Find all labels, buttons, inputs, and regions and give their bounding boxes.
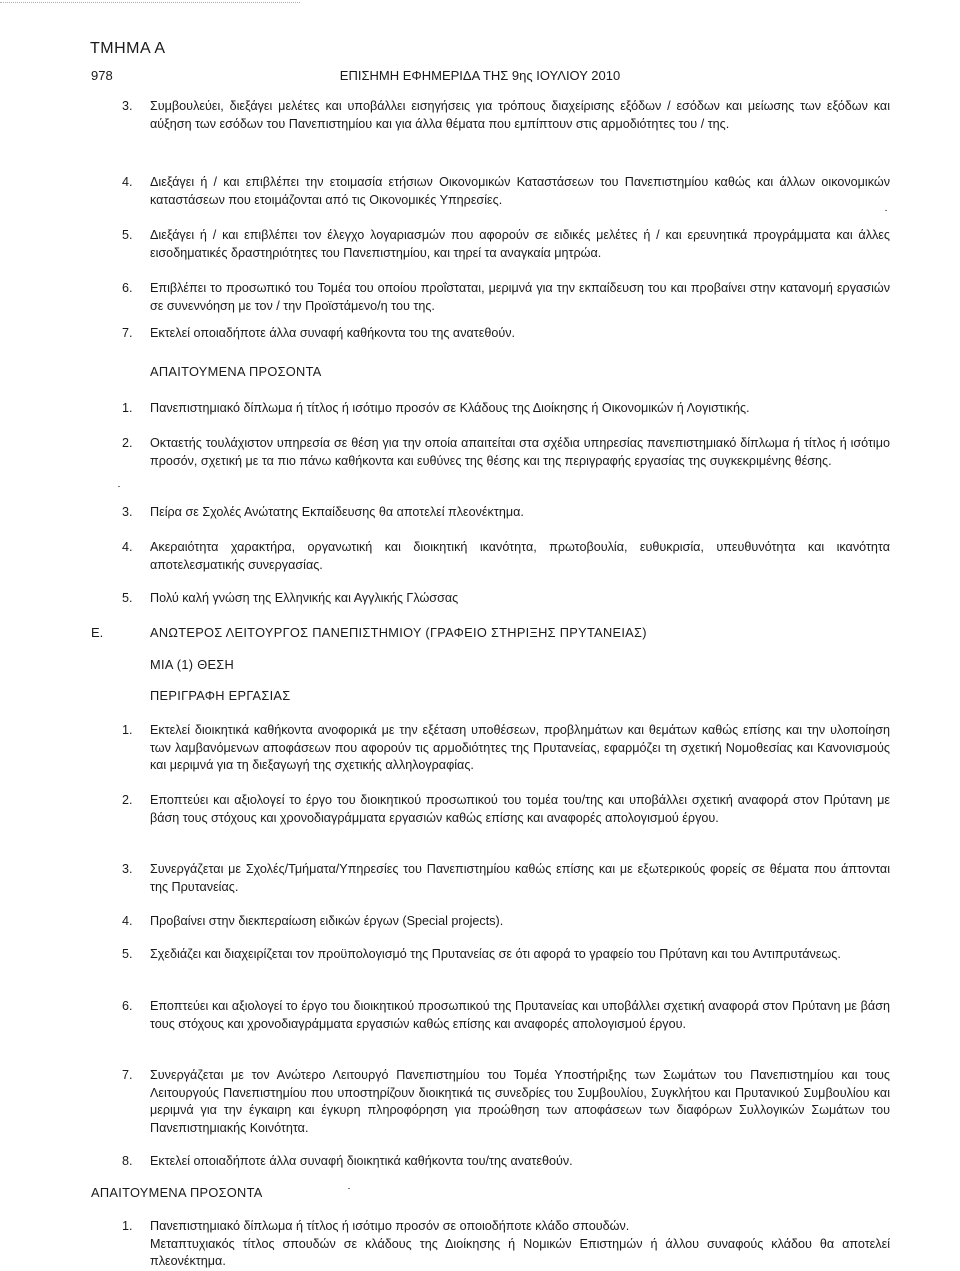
qualifications-heading: ΑΠΑΙΤΟΥΜΕΝΑ ΠΡΟΣΟΝΤΑ (150, 364, 322, 379)
item-text: Σχεδιάζει και διαχειρίζεται τον προϋπολογισμό της Πρυτανείας σε ότι αφορά το γραφείο του Πρύτανη και του Αντιπρυτάνεως. (150, 947, 841, 961)
position-letter: Ε. (91, 625, 104, 640)
description-heading: ΠΕΡΙΓΡΑΦΗ ΕΡΓΑΣΙΑΣ (150, 688, 291, 703)
item-text: Επιβλέπει το προσωπικό του Τομέα του οποίου προΐσταται, μεριμνά για την εκπαίδευση του και προβαίνει στην κατανομή εργασιών σε συνεννόηση με τον / την Προϊστάμενο/η του της. (150, 281, 890, 313)
item-text-line: Μεταπτυχιακός τίτλος σπουδών σε κλάδους της Διοίκησης ή Νομικών Επιστημών ή άλλου συναφούς κλάδου θα αποτελεί πλεονέκτημα. (150, 1236, 890, 1268)
item-text: Συνεργάζεται με τον Ανώτερο Λειτουργό Πανεπιστημίου του Τομέα Υποστήριξης των Σωμάτων του Πανεπιστημίου και τους Λειτουργούς Πανεπιστημίου που υποστηρίζουν διοικητικά τις συνεδρίες του Συμβουλίου, Συγκλήτου και Πρυτανικού Συμβουλίου και μεριμνά για την έγκαιρη και έγκυρη πληροφόρηση για προώθηση των αποφάσεων των διαφόρων Συλλογικών Σωμάτων του Πανεπιστημιακής Κοινότητα. (150, 1068, 890, 1135)
item-text: Πανεπιστημιακό δίπλωμα ή τίτλος ή ισότιμο προσόν σε Κλάδους της Διοίκησης ή Οικονομικών ή Λογιστικής. (150, 401, 750, 415)
item-text: Διεξάγει ή / και επιβλέπει τον έλεγχο λογαριασμών που αφορούν σε ειδικές μελέτες ή / και ερευνητικά προγράμματα και άλλες εισοδηματικές δραστηριότητες του Πανεπιστημίου, και τηρεί τα αναγκαία μητρώα. (150, 228, 890, 260)
item-text: Πείρα σε Σχολές Ανώτατης Εκπαίδευσης θα αποτελεί πλεονέκτημα. (150, 505, 524, 519)
item-number: 2. (122, 436, 133, 450)
item-number: 3. (122, 862, 133, 876)
item-number: 6. (122, 281, 133, 295)
item-text: Συνεργάζεται με Σχολές/Τμήματα/Υπηρεσίες του Πανεπιστημίου καθώς επίσης και με εξωτερικούς φορείς σε θέματα που άπτονται της Πρυτανείας. (150, 862, 890, 894)
item-number: 5. (122, 947, 133, 961)
item-text: Εποπτεύει και αξιολογεί το έργο του διοικητικού προσωπικού του τομέα του/της και υποβάλλει σχετική αναφορά στον Πρύτανη με βάση τους στόχους και χρονοδιαγράμματα εργασιών καθώς επίσης και αναφορές απολογισμού έργου. (150, 793, 890, 825)
item-text: Εποπτεύει και αξιολογεί το έργο του διοικητικού προσωπικού της Πρυτανείας και υποβάλλει σχετική αναφορά στον Πρύτανη με βάση τους στόχους και χρονοδιαγράμματα εργασιών καθώς επίσης και αναφορές απολογισμού έργου. (150, 999, 890, 1031)
item-text: Διεξάγει ή / και επιβλέπει την ετοιμασία ετήσιων Οικονομικών Καταστάσεων του Πανεπιστημίου καθώς και άλλων οικονομικών καταστάσεων που ετοιμάζονται από τις Οικονομικές Υπηρεσίες. (150, 175, 890, 207)
item-number: 2. (122, 793, 133, 807)
scan-speck (348, 1188, 350, 1189)
item-number: 4. (122, 175, 133, 189)
position-count: ΜΙΑ (1) ΘΕΣΗ (150, 657, 235, 672)
item-text: Εκτελεί οποιαδήποτε άλλα συναφή διοικητικά καθήκοντα του/της ανατεθούν. (150, 1154, 573, 1168)
item-text (150, 1218, 890, 1271)
item-number: 6. (122, 999, 133, 1013)
item-number: 4. (122, 540, 133, 554)
scan-edge-marks (0, 2, 300, 6)
item-text: Εκτελεί διοικητικά καθήκοντα ανοφορικά με την εξέταση υποθέσεων, προβλημάτων και θεμάτων καθώς επίσης και την υλοποίηση των λαμβανόμενων αποφάσεων που αφορούν τις αρμοδιότητες της Πρυτανείας, εφαρμόζει τη σχετική Νομοθεσίας και Κανονισμούς και μεριμνά για τη διεξαγωγή της σχετικής αλληλογραφίας. (150, 723, 890, 772)
scan-speck (885, 210, 887, 211)
item-text: Προβαίνει στην διεκπεραίωση ειδικών έργων (Special projects). (150, 914, 504, 928)
item-number: 1. (122, 723, 133, 737)
section-title: ΤΜΗΜΑ Α (90, 40, 166, 57)
item-text-line: Πανεπιστημιακό δίπλωμα ή τίτλος ή ισότιμο προσόν σε οποιοδήποτε κλάδο σπουδών. (150, 1219, 630, 1233)
item-number: 3. (122, 99, 133, 113)
item-text: Πολύ καλή γνώση της Ελληνικής και Αγγλικής Γλώσσας (150, 591, 459, 605)
item-number: 1. (122, 1219, 133, 1233)
item-number: 5. (122, 591, 133, 605)
item-number: 7. (122, 1068, 133, 1082)
item-text: Οκταετής τουλάχιστον υπηρεσία σε θέση για την οποία απαιτείται στα σχέδια υπηρεσίας πανεπιστημιακό δίπλωμα ή τίτλος ή ισότιμο προσόν, σχετική με τα πιο πάνω καθήκοντα και ευθύνες της θέσης και της περιγραφής εργασίας της συγκεκριμένης θέσης. (150, 436, 890, 468)
position-title: ΑΝΩΤΕΡΟΣ ΛΕΙΤΟΥΡΓΟΣ ΠΑΝΕΠΙΣΤΗΜΙΟΥ (ΓΡΑΦΕΙΟ ΣΤΗΡΙΞΗΣ ΠΡΥΤΑΝΕΙΑΣ) (150, 625, 647, 640)
item-number: 4. (122, 914, 133, 928)
item-number: 3. (122, 505, 133, 519)
running-title: ΕΠΙΣΗΜΗ ΕΦΗΜΕΡΙΔΑ ΤΗΣ 9ης ΙΟΥΛΙΟΥ 2010 (339, 68, 621, 83)
item-number: 5. (122, 228, 133, 242)
qualifications-heading: ΑΠΑΙΤΟΥΜΕΝΑ ΠΡΟΣΟΝΤΑ (91, 1185, 263, 1200)
item-text: Εκτελεί οποιαδήποτε άλλα συναφή καθήκοντα του της ανατεθούν. (150, 326, 516, 340)
item-text: Συμβουλεύει, διεξάγει μελέτες και υποβάλλει εισηγήσεις για τρόπους διαχείρισης εξόδων / εσόδων και μείωσης των εξόδων και αύξηση των εσόδων του Πανεπιστημίου και για άλλα θέματα που εμπίπτουν στις αρμοδιότητες του / της. (150, 99, 890, 131)
item-number: 1. (122, 401, 133, 415)
item-number: 7. (122, 326, 133, 340)
page-number: 978 (91, 68, 113, 83)
scan-speck (118, 486, 120, 487)
item-text: Ακεραιότητα χαρακτήρα, οργανωτική και διοικητική ικανότητα, πρωτοβουλία, ευθυκρισία, υπευθυνότητα και ικανότητα αποτελεσματικής συνεργασίας. (150, 540, 890, 572)
item-number: 8. (122, 1154, 133, 1168)
